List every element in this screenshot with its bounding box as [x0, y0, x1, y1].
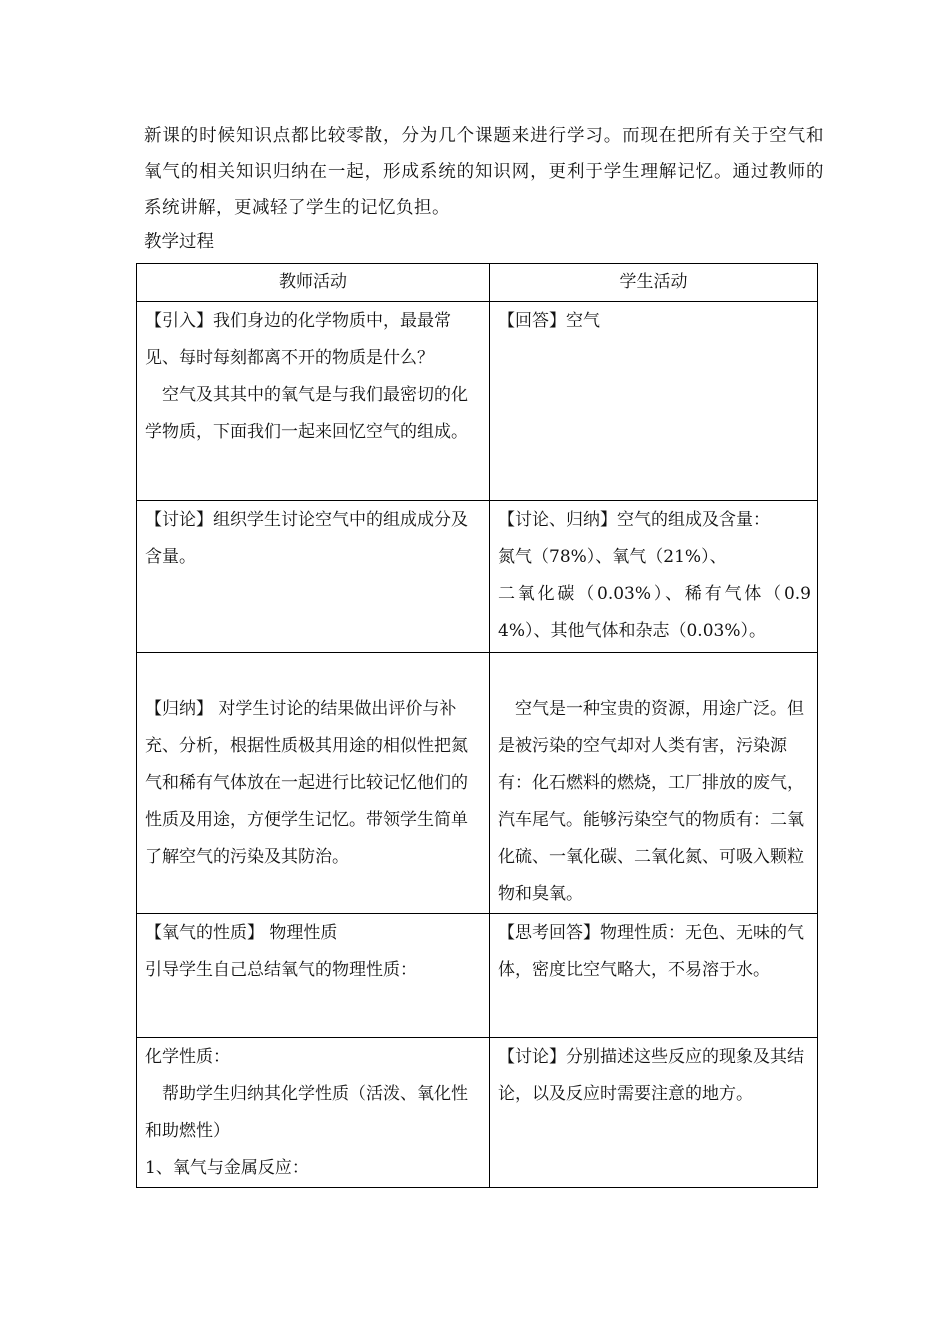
header-teacher: 教师活动 — [137, 264, 490, 302]
cell-text: 【引入】我们身边的化学物质中，最最常见、每时每刻都离不开的物质是什么？ — [145, 311, 451, 368]
cell-text: 【讨论、归纳】空气的组成及含量： — [498, 510, 770, 530]
table-row — [137, 1038, 818, 1188]
table-row — [137, 914, 818, 1038]
cell-text: 引导学生自己总结氧气的物理性质： — [145, 960, 417, 980]
intro-text: 新课的时候知识点都比较零散，分为几个课题来进行学习。而现在把所有关于空气和氧气的相关知识归纳在一起，形成系统的知识网，更利于学生理解记忆。通过教师的系统讲解，更减轻了学生的记忆负担。 — [144, 126, 824, 218]
cell-text: 化学性质： — [145, 1047, 230, 1067]
cell-text: 氮气（78%）、氧气（21%）、 — [498, 547, 727, 567]
cell-text: 空气是一种宝贵的资源，用途广泛。但是被污染的空气却对人类有害，污染源有：化石燃料的燃烧，工厂排放的废气，汽车尾气。能够污染空气的物质有：二氧化硫、一氧化碳、二氧化氮、可吸入颗粒物和臭氧。 — [498, 699, 804, 904]
cell-text: 二氧化碳（0.03%）、稀有气体（0.94%）、其他气体和杂志（0.03%）。 — [498, 584, 811, 641]
cell-text: 【回答】空气 — [498, 311, 600, 331]
cell-text: 【讨论】分别描述这些反应的现象及其结论，以及反应时需要注意的地方。 — [498, 1047, 804, 1104]
intro-paragraph — [144, 118, 824, 226]
student-cell — [490, 1038, 818, 1188]
cell-text: 帮助学生归纳其化学性质（活泼、氧化性和助燃性） — [145, 1084, 468, 1141]
lesson-table — [136, 263, 818, 1188]
table-row — [137, 302, 818, 501]
teacher-cell — [137, 914, 490, 1038]
student-cell — [490, 914, 818, 1038]
cell-text: 【思考回答】物理性质：无色、无味的气体，密度比空气略大，不易溶于水。 — [498, 923, 804, 980]
cell-text: 【归纳】 对学生讨论的结果做出评价与补充、分析，根据性质极其用途的相似性把氮气和稀有气体放在一起进行比较记忆他们的性质及用途，方便学生记忆。带领学生简单了解空气的污染及其防治。 — [145, 699, 468, 867]
table-row — [137, 653, 818, 914]
student-cell — [490, 501, 818, 653]
teacher-cell — [137, 501, 490, 653]
table-header-row — [137, 264, 818, 302]
student-cell — [490, 302, 818, 501]
cell-text: 空气及其其中的氧气是与我们最密切的化学物质，下面我们一起来回忆空气的组成。 — [145, 385, 468, 442]
teacher-cell — [137, 1038, 490, 1188]
section-title: 教学过程 — [144, 232, 214, 252]
header-student: 学生活动 — [490, 264, 818, 302]
cell-text: 1、氧气与金属反应： — [145, 1158, 309, 1178]
teacher-cell — [137, 302, 490, 501]
student-cell — [490, 653, 818, 914]
table-row — [137, 501, 818, 653]
cell-text: 【讨论】组织学生讨论空气中的组成成分及含量。 — [145, 510, 468, 567]
cell-text: 【氧气的性质】 物理性质 — [145, 923, 338, 943]
teacher-cell — [137, 653, 490, 914]
